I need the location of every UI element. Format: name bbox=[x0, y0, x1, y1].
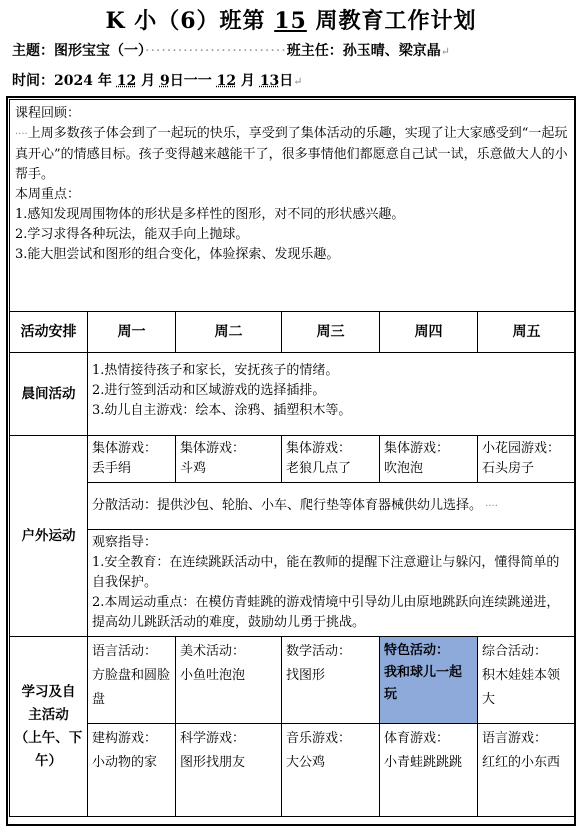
theme-line bbox=[12, 40, 450, 60]
game-type: 集体游戏： bbox=[286, 441, 352, 456]
study-row-2 bbox=[10, 724, 576, 817]
activity-type: 音乐游戏： bbox=[286, 731, 352, 746]
study-thursday-1-featured bbox=[380, 637, 478, 724]
activity-name: 方脸盘和圆脸盘 bbox=[92, 668, 171, 707]
activity-name: 小青蛙跳跳跳 bbox=[384, 755, 463, 770]
teacher-names: 孙玉晴、梁京晶 bbox=[342, 43, 441, 59]
focus-item: 3.能大胆尝试和图形的组合变化，体验探索、发现乐趣。 bbox=[15, 247, 340, 262]
scatter-row bbox=[10, 483, 576, 530]
focus-item: 2.学习求得各种玩法，能双手向上抛球。 bbox=[15, 227, 249, 242]
activity-type: 综合活动： bbox=[482, 644, 548, 659]
morning-item: 1.热情接待孩子和家长，安抚孩子的情绪。 bbox=[92, 363, 339, 378]
paragraph-mark-icon: ↵ bbox=[293, 75, 303, 88]
study-label-line: 午） bbox=[35, 752, 62, 769]
activity-type: 数学活动： bbox=[286, 644, 352, 659]
morning-label: 晨间活动 bbox=[10, 353, 88, 436]
theme-value: 图形宝宝（一） bbox=[54, 43, 145, 59]
course-review-cell bbox=[10, 100, 576, 312]
activity-name: 积木娃娃本领大 bbox=[482, 668, 561, 707]
study-thursday-2 bbox=[380, 724, 478, 817]
study-tuesday-2 bbox=[176, 724, 282, 817]
day-header-wednesday: 周三 bbox=[282, 312, 380, 353]
game-name: 吹泡泡 bbox=[384, 461, 424, 476]
plan-table bbox=[9, 99, 576, 817]
month-label: 月 bbox=[136, 73, 160, 89]
game-name: 老狼几点了 bbox=[286, 461, 352, 476]
study-label-line: 学习及自 bbox=[21, 683, 76, 700]
theme-label: 主题： bbox=[12, 43, 54, 59]
start-day: 9 bbox=[159, 73, 170, 89]
page-title bbox=[0, 4, 582, 35]
day-header-tuesday: 周二 bbox=[176, 312, 282, 353]
observe-item: 1.安全教育：在连续跳跃活动中，能在教师的提醒下注意避让与躲闪，懂得简单的自我保护。 bbox=[92, 555, 560, 590]
dotted-spacer: ·························· bbox=[145, 43, 287, 59]
day-label-end: 日 bbox=[279, 73, 294, 89]
outdoor-label: 户外运动 bbox=[10, 436, 88, 637]
outdoor-games-row bbox=[10, 436, 576, 483]
scatter-activity-text: 分散活动：提供沙包、轮胎、小车、爬行垫等体育器械供幼儿选择。 bbox=[92, 497, 483, 513]
morning-content bbox=[88, 353, 576, 436]
study-label bbox=[10, 637, 88, 817]
morning-row bbox=[10, 353, 576, 436]
study-monday-2 bbox=[88, 724, 176, 817]
activity-name: 找图形 bbox=[286, 668, 326, 683]
activity-name: 我和球儿一起玩 bbox=[384, 665, 463, 702]
review-paragraph: ····上周多数孩子体会到了一起玩的快乐，享受到了集体活动的乐趣，实现了让大家感受到“一起玩真开心”的情感目标。孩子变得越来越能干了，很多事情他们都愿意自己试一试，乐意做大人的小帮手。 bbox=[15, 126, 568, 182]
observe-cell bbox=[88, 530, 576, 637]
outdoor-game-tuesday bbox=[176, 436, 282, 483]
teacher-label: 班主任： bbox=[286, 43, 343, 59]
activity-name: 红红的小东西 bbox=[482, 755, 561, 770]
time-label: 时间： bbox=[12, 73, 54, 89]
day-header-friday: 周五 bbox=[478, 312, 576, 353]
time-line bbox=[12, 70, 303, 90]
observe-item: 2.本周运动重点：在模仿青蛙跳的游戏情境中引导幼儿由原地跳跃向连续跳递进，提高幼儿跳跃活动的难度，鼓励幼儿勇于挑战。 bbox=[92, 595, 560, 630]
study-wednesday-2 bbox=[282, 724, 380, 817]
game-type: 集体游戏： bbox=[180, 441, 246, 456]
study-label-line: （上午、下 bbox=[14, 729, 83, 746]
start-month: 12 bbox=[116, 73, 137, 89]
study-friday-2 bbox=[478, 724, 576, 817]
day-header-monday: 周一 bbox=[88, 312, 176, 353]
review-paragraph-text: 上周多数孩子体会到了一起玩的快乐，享受到了集体活动的乐趣，实现了让大家感受到“一起玩真开心”的情感目标。孩子变得越来越能干了，很多事情他们都愿意自己试一试，乐意做大人的小帮手。 bbox=[15, 126, 568, 182]
activity-name: 大公鸡 bbox=[286, 755, 326, 770]
game-name: 石头房子 bbox=[482, 461, 535, 476]
activity-header: 活动安排 bbox=[10, 312, 88, 353]
activity-type: 特色活动： bbox=[384, 643, 450, 658]
study-label-line: 主活动 bbox=[28, 706, 69, 723]
game-name: 丢手绢 bbox=[92, 461, 132, 476]
focus-heading: 本周重点： bbox=[15, 187, 81, 202]
title-prefix: K 小（6）班第 bbox=[105, 8, 275, 34]
morning-item: 3.幼儿自主游戏：绘本、涂鸦、插塑积木等。 bbox=[92, 403, 352, 418]
activity-name: 小鱼吐泡泡 bbox=[180, 668, 246, 683]
study-row-1 bbox=[10, 637, 576, 724]
title-week-number: 15 bbox=[274, 8, 307, 34]
activity-type: 语言游戏： bbox=[482, 731, 548, 746]
outdoor-game-friday bbox=[478, 436, 576, 483]
activity-name: 小动物的家 bbox=[92, 755, 158, 770]
activity-type: 语言活动： bbox=[92, 644, 158, 659]
activity-type: 科学游戏： bbox=[180, 731, 246, 746]
study-tuesday-1 bbox=[176, 637, 282, 724]
activity-name: 图形找朋友 bbox=[180, 755, 246, 770]
review-heading: 课程回顾： bbox=[15, 106, 81, 121]
activity-type: 体育游戏： bbox=[384, 731, 450, 746]
plan-table-frame bbox=[6, 96, 576, 826]
scatter-activity-cell: 分散活动：提供沙包、轮胎、小车、爬行垫等体育器械供幼儿选择。 ···· bbox=[88, 483, 576, 530]
focus-item: 1.感知发现周围物体的形状是多样性的图形，对不同的形状感兴趣。 bbox=[15, 207, 405, 222]
game-type: 集体游戏： bbox=[384, 441, 450, 456]
study-monday-1 bbox=[88, 637, 176, 724]
game-name: 斗鸡 bbox=[180, 461, 207, 476]
observe-heading: 观察指导： bbox=[92, 535, 158, 550]
day-label-range: 日一一 bbox=[169, 73, 217, 89]
outdoor-game-wednesday bbox=[282, 436, 380, 483]
game-type: 小花园游戏： bbox=[482, 441, 561, 456]
month-label-2: 月 bbox=[236, 73, 260, 89]
study-wednesday-1 bbox=[282, 637, 380, 724]
day-header-row bbox=[10, 312, 576, 353]
activity-type: 美术活动： bbox=[180, 644, 246, 659]
outdoor-game-thursday bbox=[380, 436, 478, 483]
end-month: 12 bbox=[216, 73, 237, 89]
day-header-thursday: 周四 bbox=[380, 312, 478, 353]
end-day: 13 bbox=[259, 73, 280, 89]
activity-type: 建构游戏： bbox=[92, 731, 158, 746]
outdoor-game-monday bbox=[88, 436, 176, 483]
study-friday-1 bbox=[478, 637, 576, 724]
game-type: 集体游戏： bbox=[92, 441, 158, 456]
paragraph-mark-icon: ↵ bbox=[440, 45, 450, 58]
time-year: 2024 年 bbox=[54, 73, 117, 89]
title-suffix: 周教育工作计划 bbox=[306, 8, 477, 34]
observe-row bbox=[10, 530, 576, 637]
morning-item: 2.进行签到活动和区域游戏的选择插排。 bbox=[92, 383, 326, 398]
review-row bbox=[10, 100, 576, 312]
